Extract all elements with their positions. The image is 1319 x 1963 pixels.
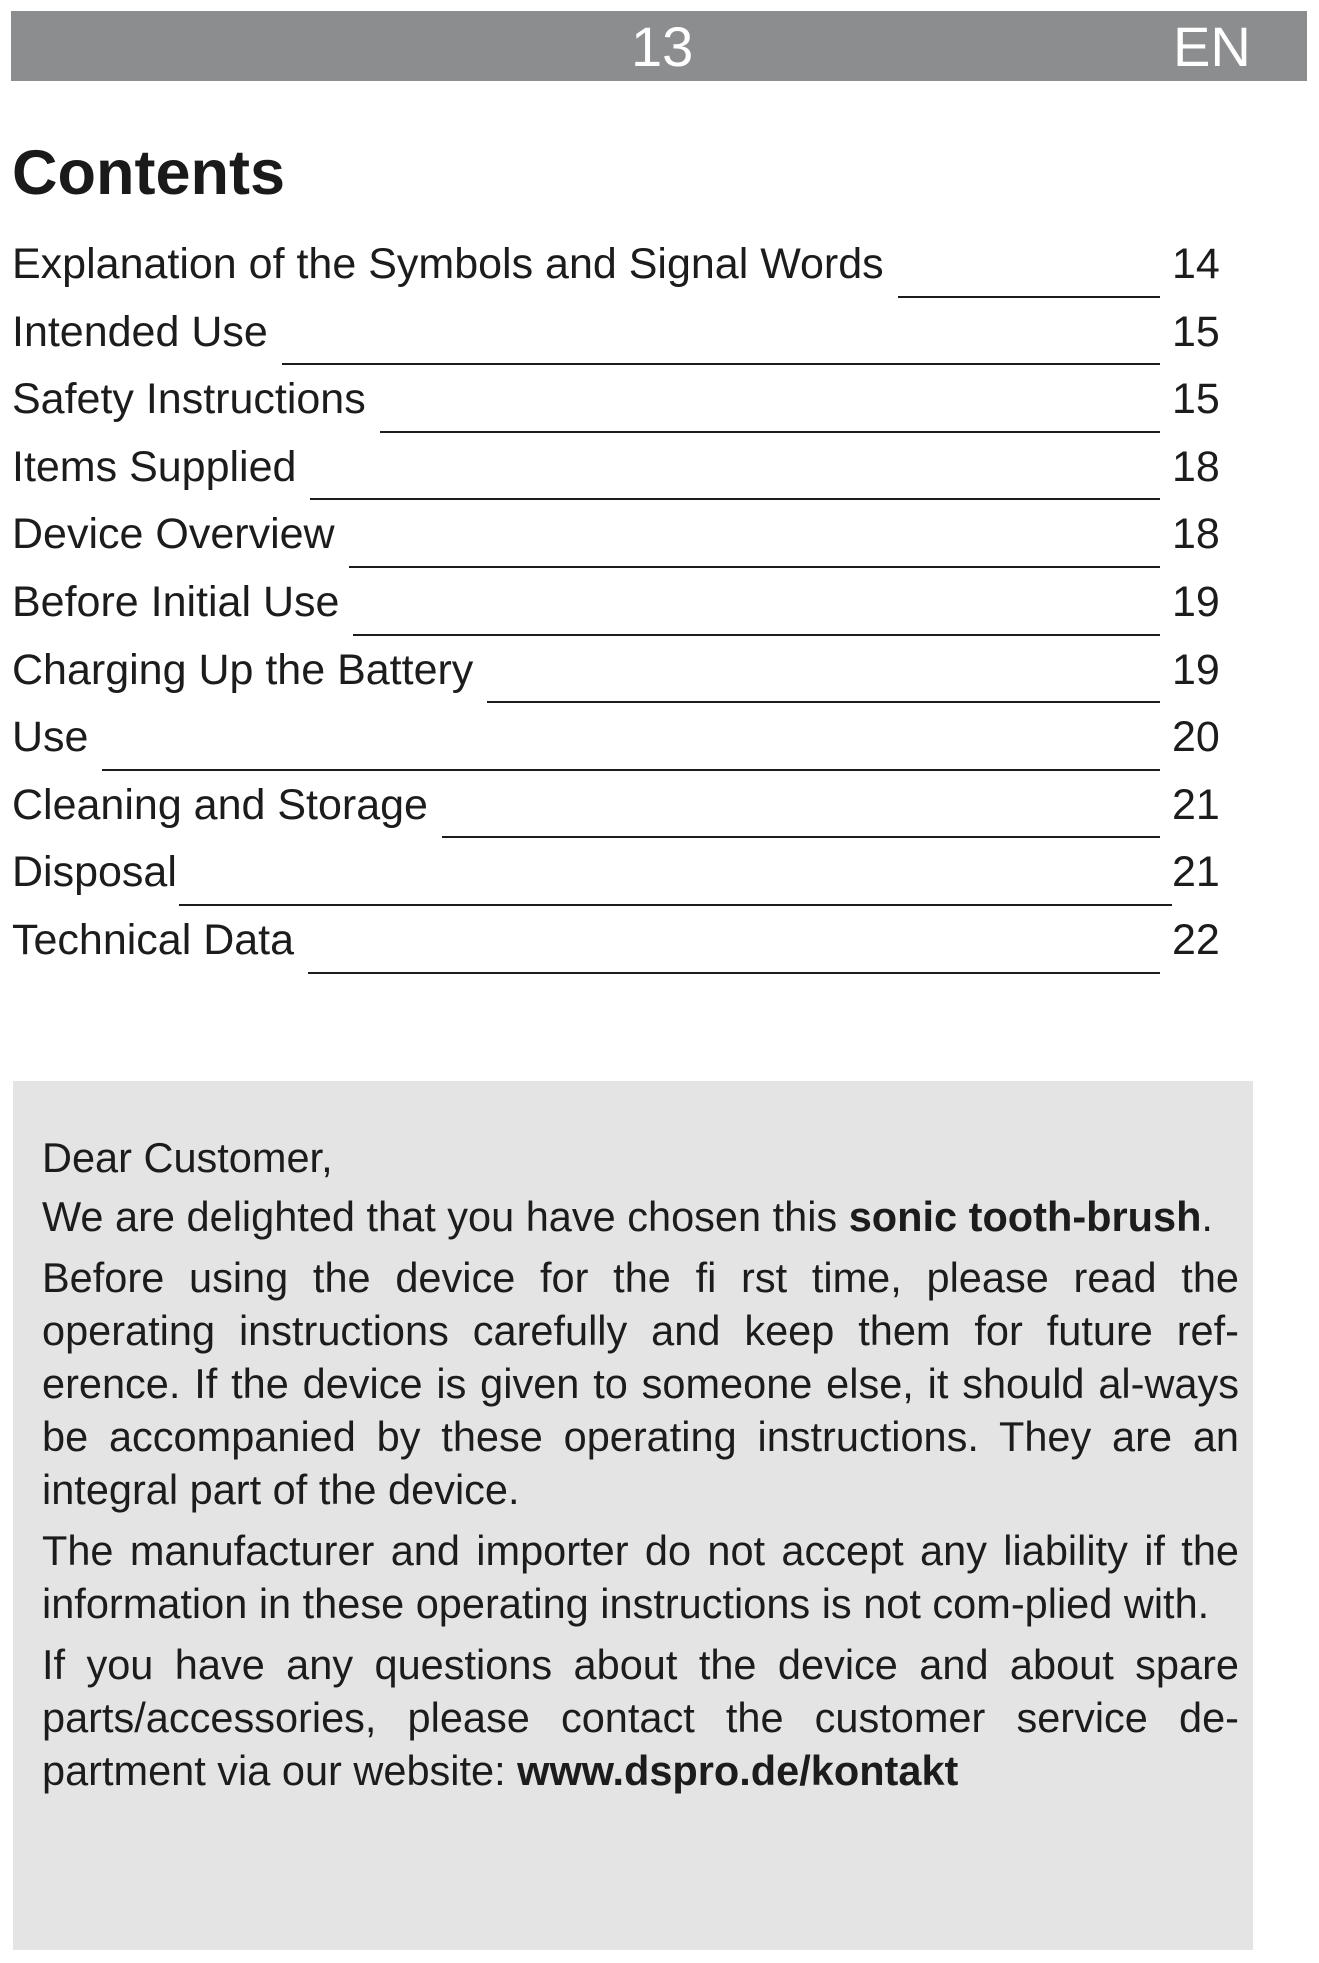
product-name: sonic tooth-brush <box>848 1193 1202 1240</box>
toc-entry-label: Technical Data <box>12 915 295 964</box>
toc-entry-device-overview[interactable] <box>12 506 1232 574</box>
toc-entry-label: Device Overview <box>12 510 335 559</box>
toc-entry-page: 19 <box>1172 577 1220 626</box>
toc-entry-label: Cleaning and Storage <box>12 780 428 829</box>
toc-entry-page: 21 <box>1172 780 1220 829</box>
toc-entry-intended-use[interactable] <box>12 304 1232 372</box>
notice-greeting: Dear Customer, <box>42 1134 333 1181</box>
notice-intro <box>42 1190 1239 1243</box>
toc-entry-page: 14 <box>1172 240 1220 288</box>
toc-entry-label: Items Supplied <box>12 442 297 491</box>
notice-intro-text: We are delighted that you have chosen this <box>42 1193 838 1240</box>
toc-leader-line <box>282 363 1160 365</box>
website-link[interactable]: www.dspro.de/kontakt <box>517 1747 959 1794</box>
page-number: 13 <box>631 15 694 78</box>
header-bar <box>11 11 1307 81</box>
toc-leader-line <box>442 836 1160 838</box>
table-of-contents <box>12 236 1232 980</box>
toc-leader-line <box>179 904 1172 906</box>
toc-entry-page: 18 <box>1172 510 1220 559</box>
toc-entry-cleaning-storage[interactable] <box>12 777 1232 845</box>
toc-entry-label: Explanation of the Symbols and Signal Words <box>12 240 884 288</box>
toc-entry-items-supplied[interactable] <box>12 439 1232 507</box>
notice-liability: The manufacturer and importer do not accept any liability if the information in these operating instructions is not com-plied with. <box>42 1527 1239 1627</box>
toc-leader-line <box>349 566 1160 568</box>
toc-entry-charging-battery[interactable] <box>12 642 1232 710</box>
toc-entry-page: 19 <box>1172 645 1220 694</box>
customer-notice-box <box>13 1081 1253 1950</box>
toc-entry-page: 15 <box>1172 375 1220 424</box>
contents-title: Contents <box>12 138 285 208</box>
toc-entry-label: Before Initial Use <box>12 577 340 626</box>
toc-leader-line <box>102 769 1160 771</box>
toc-entry-page: 15 <box>1172 307 1220 356</box>
toc-entry-page: 21 <box>1172 848 1220 897</box>
notice-contact-text: If you have any questions about the device and about spare parts/accessories, please contact the customer service de-partment via our website: <box>42 1641 1239 1794</box>
toc-entry-use[interactable] <box>12 709 1232 777</box>
toc-entry-page: 22 <box>1172 915 1220 964</box>
toc-entry-label: Charging Up the Battery <box>12 645 474 694</box>
toc-entry-disposal[interactable] <box>12 844 1232 912</box>
toc-entry-technical-data[interactable] <box>12 912 1232 980</box>
toc-entry-label: Disposal <box>12 848 177 897</box>
notice-contact <box>42 1638 1239 1797</box>
toc-entry-label: Safety Instructions <box>12 375 366 424</box>
language-label: EN <box>1173 15 1251 78</box>
toc-entry-before-initial-use[interactable] <box>12 574 1232 642</box>
toc-leader-line <box>380 431 1160 433</box>
toc-entry-label: Intended Use <box>12 307 268 356</box>
toc-entry-page: 20 <box>1172 713 1220 762</box>
toc-leader-line <box>898 296 1160 298</box>
toc-entry-safety-instructions[interactable] <box>12 371 1232 439</box>
toc-entry-label: Use <box>12 713 89 762</box>
customer-notice-text <box>42 1131 1239 1805</box>
notice-read-instructions: Before using the device for the fi rst time, please read the operating instructions carefully and keep them for future ref-erence. If the device is given to someone else, it should al-ways be accompanied by these operating instructions. They are an integral part of the device. <box>42 1254 1239 1513</box>
toc-leader-line <box>353 634 1160 636</box>
notice-intro-end: . <box>1201 1193 1213 1240</box>
toc-leader-line <box>310 498 1160 500</box>
toc-entry-page: 18 <box>1172 442 1220 491</box>
toc-entry-symbols[interactable] <box>12 236 1232 304</box>
toc-leader-line <box>308 972 1160 974</box>
toc-leader-line <box>487 701 1160 703</box>
